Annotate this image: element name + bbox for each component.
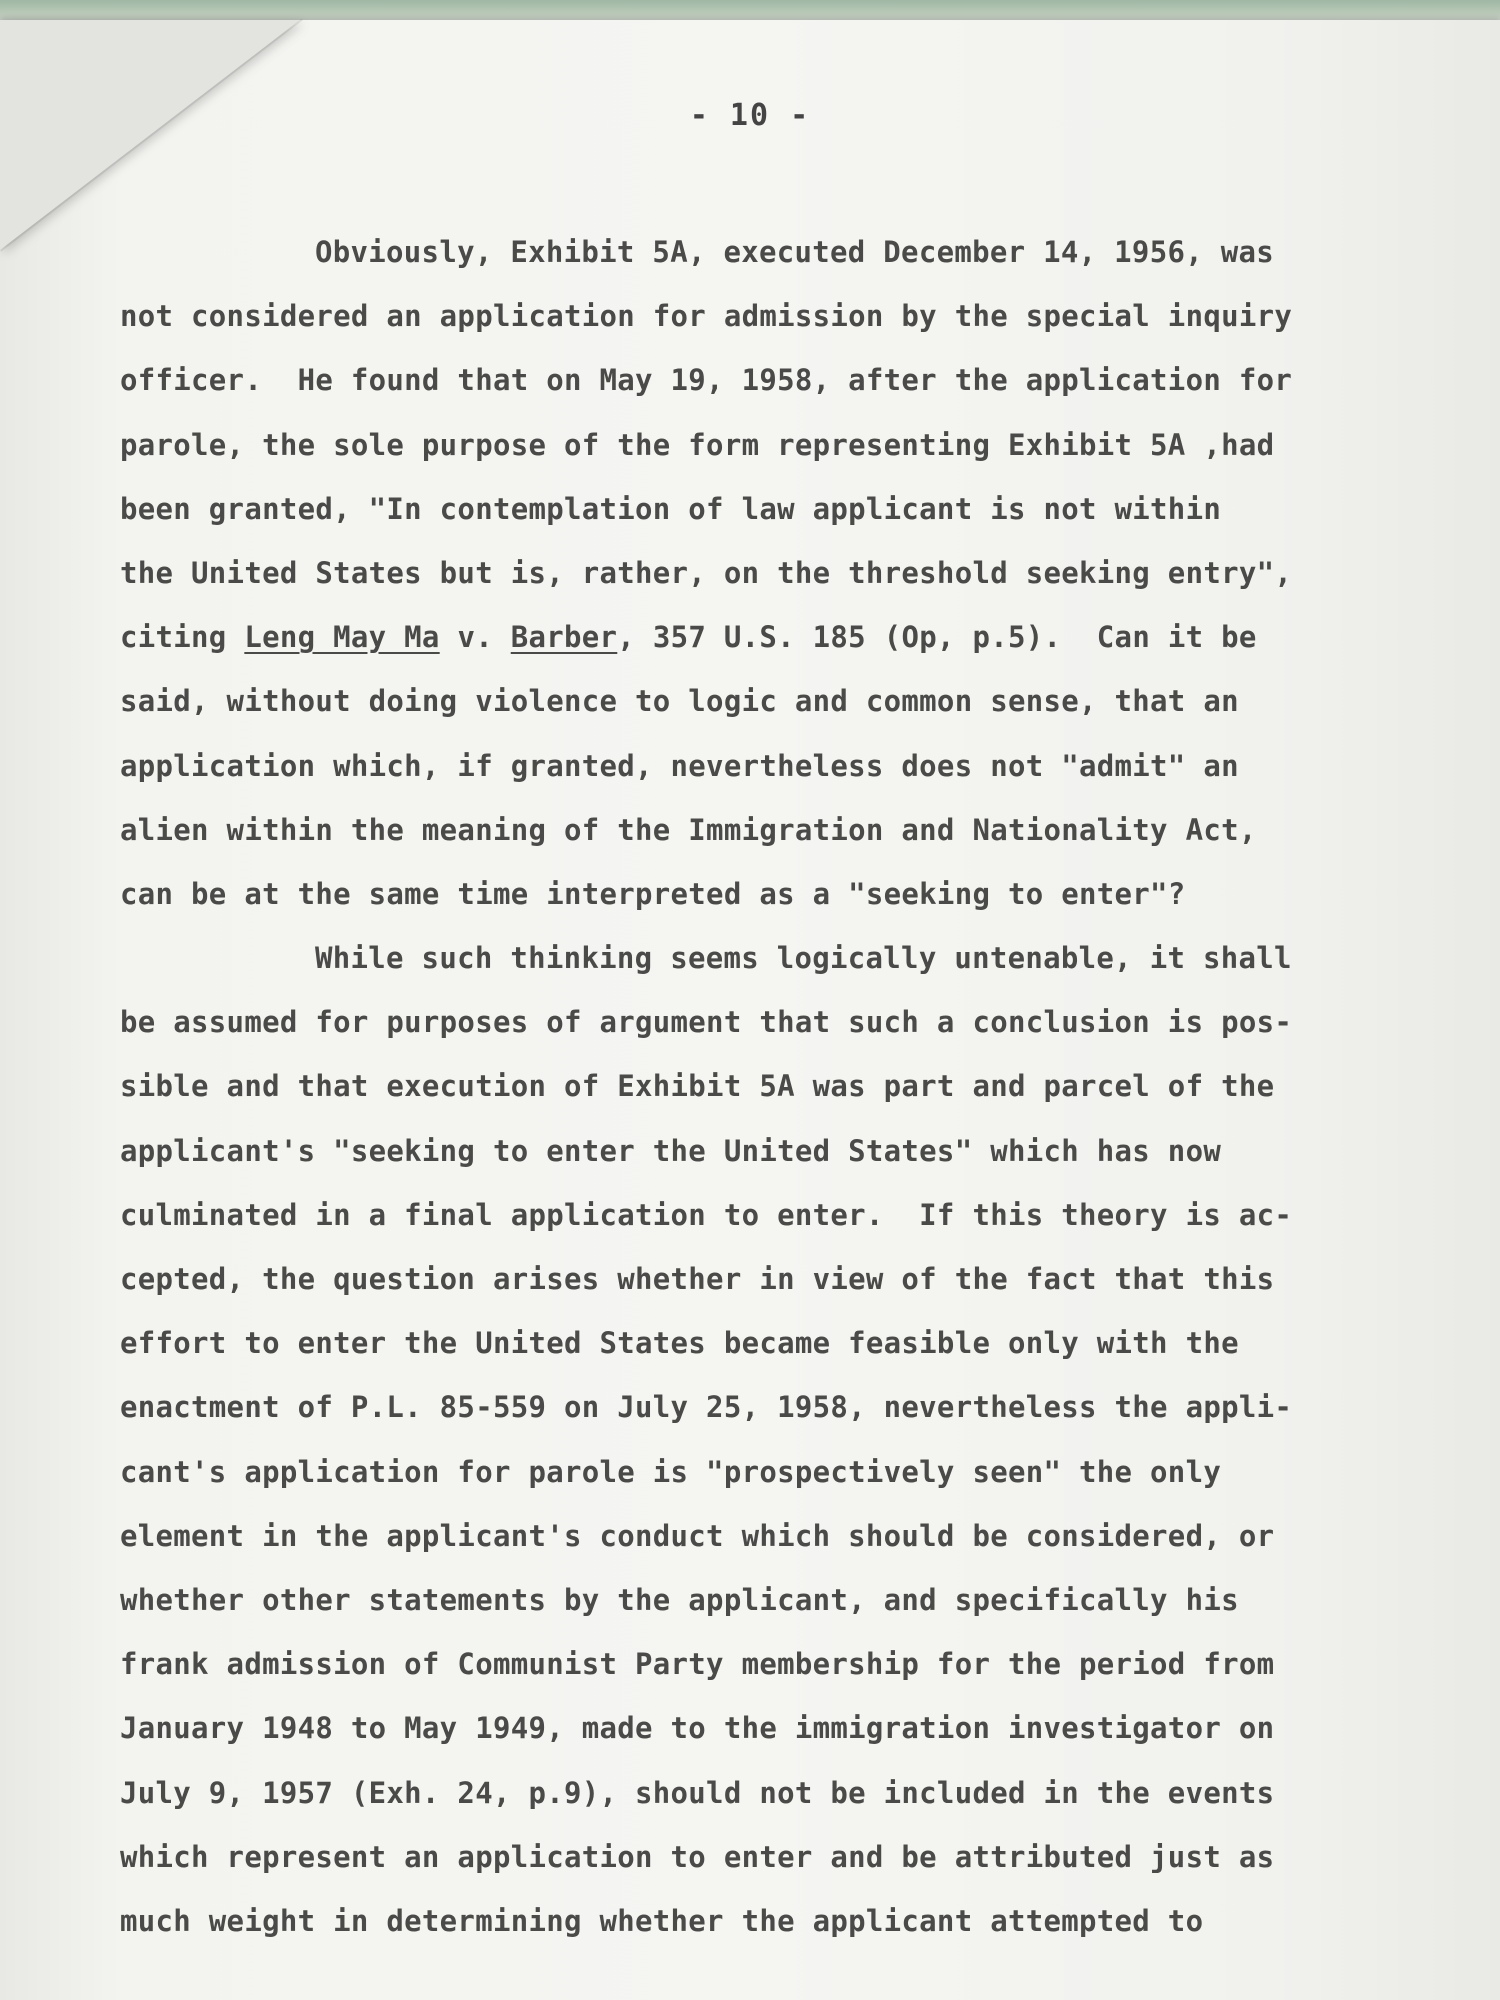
text-line: July 9, 1957 (Exh. 24, p.9), should not be included in the events [120,1775,1275,1810]
text-line: January 1948 to May 1949, made to the immigration investigator on [120,1711,1275,1746]
citation-versus: v. [439,620,511,655]
case-name-underlined: Leng May Ma [244,620,440,655]
text-line-citation [120,605,1400,669]
text-line: enactment of P.L. 85-559 on July 25, 1958, nevertheless the appli- [120,1390,1293,1425]
text-line: alien within the meaning of the Immigration and Nationality Act, [120,812,1257,847]
text-line: frank admission of Communist Party membership for the period from [120,1647,1275,1682]
text-line: can be at the same time interpreted as a "seeking to enter"? [120,876,1186,911]
text-line: been granted, "In contemplation of law applicant is not within [120,491,1222,526]
page-number: - 10 - [689,98,811,133]
text-line: sible and that execution of Exhibit 5A was part and parcel of the [120,1069,1275,1104]
text-line: Obviously, Exhibit 5A, executed December 14, 1956, was [315,235,1275,269]
document-page [0,20,1500,2000]
text-line: cepted, the question arises whether in view of the fact that this [120,1262,1275,1296]
text-line: cant's application for parole is "prospectively seen" the only [120,1454,1222,1489]
case-name-underlined: Barber [510,620,618,655]
text-line: culminated in a final application to enter. If this theory is ac- [120,1197,1293,1232]
text-line: the United States but is, rather, on the threshold seeking entry", [120,555,1293,590]
text-line: said, without doing violence to logic and common sense, that an [120,684,1239,719]
text-line: applicant's "seeking to enter the United States" which has now [120,1133,1222,1168]
text-line: officer. He found that on May 19, 1958, after the application for [120,363,1293,398]
text-line: whether other statements by the applicant, and specifically his [120,1582,1239,1617]
text-line: be assumed for purposes of argument that such a conclusion is pos- [120,1005,1293,1040]
text-line: much weight in determining whether the applicant attempted to [120,1903,1204,1938]
body-text [120,220,1400,1953]
citation-prefix: citing [120,620,245,655]
text-line: While such thinking seems logically untenable, it shall [315,941,1292,976]
text-line: not considered an application for admission by the special inquiry [120,299,1293,334]
text-line: which represent an application to enter and be attributed just as [120,1839,1275,1874]
citation-suffix: , 357 U.S. 185 (Op, p.5). Can it be [617,620,1257,655]
text-line: parole, the sole purpose of the form representing Exhibit 5A ,had [120,427,1275,462]
text-line: element in the applicant's conduct which should be considered, or [120,1518,1275,1553]
text-line: effort to enter the United States became feasible only with the [120,1326,1239,1361]
text-line: application which, if granted, nevertheless does not "admit" an [120,748,1239,783]
